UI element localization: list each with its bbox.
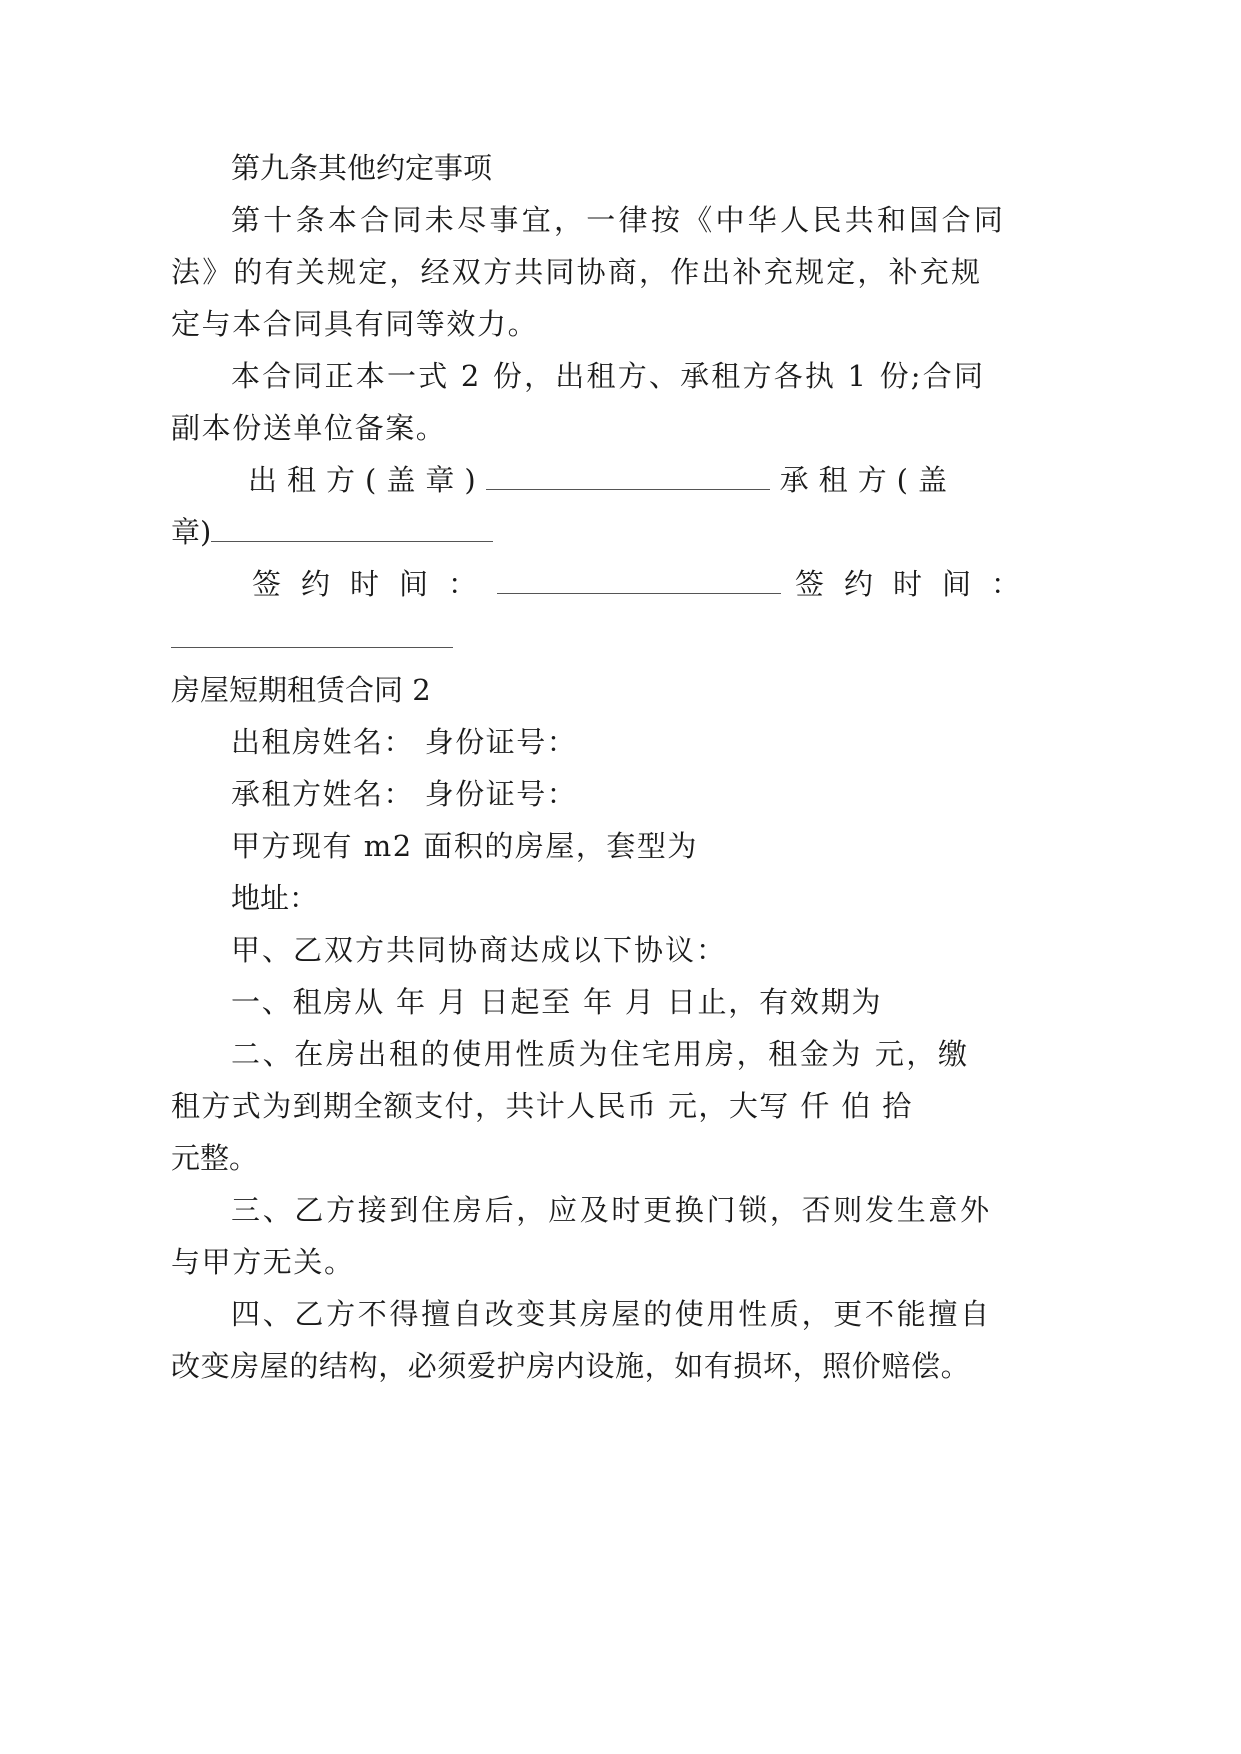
clause-1-line: 一、租房从 年 月 日起至 年 月 日止，有效期为 (231, 985, 883, 1019)
lessee-seal-label-continued: 章) (171, 515, 212, 549)
seal-row (248, 460, 957, 500)
lessor-name-id-line: 出租房姓名： 身份证号： (231, 725, 578, 759)
seal-row-continued (171, 512, 871, 552)
clause-4-line-1: 四、乙方不得擅自改变其房屋的使用性质，更不能擅自 (231, 1297, 992, 1331)
lessor-seal-blank[interactable] (486, 481, 770, 490)
clause-2-line-3: 元整。 (171, 1141, 259, 1175)
copies-line-1: 本合同正本一式 2 份，出租方、承租方各执 1 份;合同 (231, 359, 986, 393)
clause-4-line-2: 改变房屋的结构，必须爱护房内设施，如有损坏，照价赔偿。 (171, 1349, 971, 1383)
signing-row (252, 564, 1041, 604)
signing-row-continued (171, 618, 871, 658)
signing-time-label-right: 签约时间： (795, 567, 1041, 601)
copies-line-2: 副本份送单位备案。 (171, 411, 447, 445)
signing-time-label-left: 签约时间： (252, 567, 498, 601)
clause-2-line-2: 租方式为到期全额支付，共计人民币 元，大写 仟 伯 拾 (171, 1089, 913, 1123)
agreement-intro-line: 甲、乙双方共同协商达成以下协议： (231, 933, 728, 967)
clause-3-line-2: 与甲方无关。 (171, 1245, 355, 1279)
clause-2-line-1: 二、在房出租的使用性质为住宅用房，租金为 元，缴 (231, 1037, 970, 1071)
contract-2-title: 房屋短期租赁合同 2 (171, 673, 431, 707)
lessor-seal-label: 出租方(盖章) (248, 463, 486, 497)
lessee-seal-label: 承租方(盖 (779, 463, 957, 497)
lessee-name-id-line: 承租方姓名： 身份证号： (231, 777, 578, 811)
clause-3-line-1: 三、乙方接到住房后，应及时更换门锁，否则发生意外 (231, 1193, 992, 1227)
article-10-line-2: 法》的有关规定，经双方共同协商，作出补充规定，补充规 (171, 255, 983, 289)
lessee-seal-blank[interactable] (211, 533, 493, 542)
article-9-heading: 第九条其他约定事项 (231, 151, 493, 185)
signing-time-blank-left[interactable] (497, 585, 781, 594)
article-10-line-1: 第十条本合同未尽事宜，一律按《中华人民共和国合同 (231, 203, 1007, 237)
house-area-line: 甲方现有 m2 面积的房屋，套型为 (231, 829, 698, 863)
article-10-line-3: 定与本合同具有同等效力。 (171, 307, 539, 341)
address-line: 地址： (231, 881, 319, 915)
signing-time-blank-right[interactable] (171, 639, 453, 648)
